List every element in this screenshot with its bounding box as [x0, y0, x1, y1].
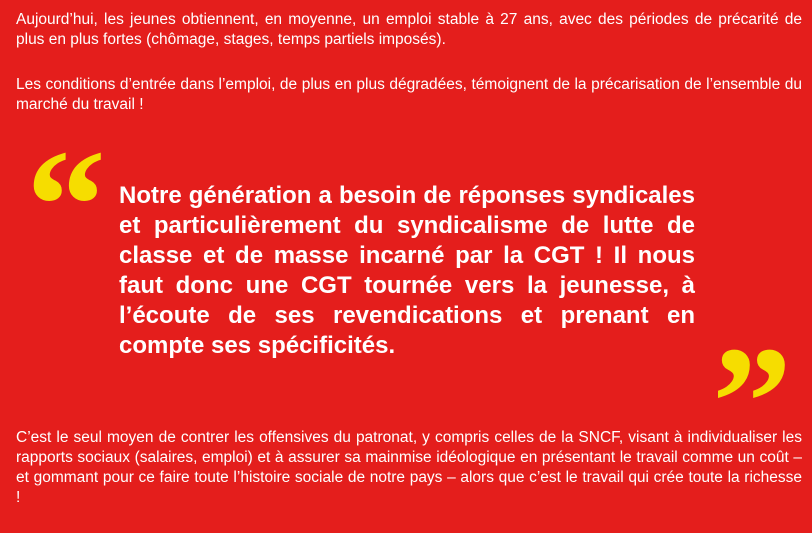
conditions-paragraph: Les conditions d’entrée dans l’emploi, de plus en plus dégradées, témoignent de la précarisation de l’ensemble du marché du travail ! — [16, 76, 802, 113]
pull-quote-text: Notre génération a besoin de réponses syndicales et particulièrement du syndicalisme de lutte de classe et de masse incarné par la CGT ! Il nous faut donc une CGT tournée vers la jeunesse, à l’écoute de ses revendications et prenant en compte ses spécificités. — [119, 182, 695, 359]
conclusion-paragraph: C’est le seul moyen de contrer les offensives du patronat, y compris celles de la SNCF, visant à individualiser les rapports sociaux (salaires, emploi) et à assurer sa mainmise idéologique en présentant le travail comme un coût – et gommant pour ce faire toute l’histoire sociale de notre pays – alors que c’est le travail qui crée toute la richesse ! — [16, 429, 802, 506]
intro-paragraph: Aujourd’hui, les jeunes obtiennent, en moyenne, un emploi stable à 27 ans, avec des périodes de précarité de plus en plus fortes (chômage, stages, temps partiels imposés). — [16, 11, 802, 48]
open-quote-mark: “ — [26, 116, 106, 294]
close-quote-mark: ” — [712, 313, 792, 491]
